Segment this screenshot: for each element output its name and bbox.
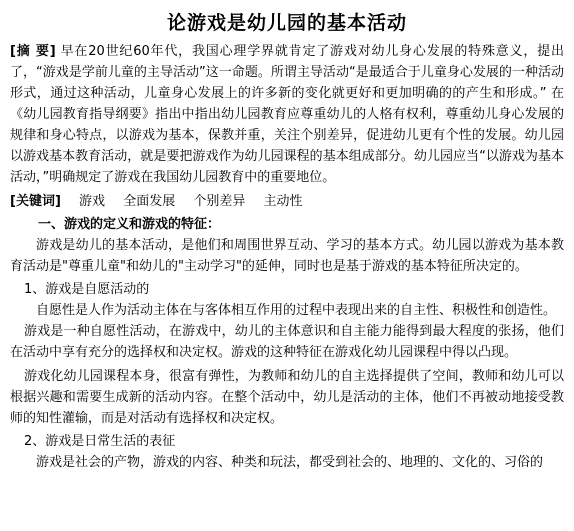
- subsection-heading: 2、游戏是日常生活的表征: [24, 434, 176, 449]
- keyword-item: 游戏: [79, 194, 106, 209]
- keyword-item: 主动性: [263, 194, 303, 209]
- body-paragraph: 游戏是一种自愿性活动，在游戏中，幼儿的主体意识和自主能力能得到最大程度的张扬，他们在活动中享有充分的选择权和决定权。游戏的这种特征在游戏化幼儿园课程中得以凸现。: [10, 324, 564, 360]
- keywords-row: [10, 191, 564, 212]
- body-paragraph: 游戏是幼儿的基本活动，是他们和周围世界互动、学习的基本方式。幼儿园以游戏为基本教育活动是"尊重儿童"和幼儿的"主动学习"的延伸，同时也是基于游戏的基本特征所决定的。: [10, 238, 564, 274]
- body-paragraph: 游戏是社会的产物，游戏的内容、种类和玩法，都受到社会的、地理的、文化的、习俗的: [36, 455, 544, 470]
- abstract-text: 早在20世纪60年代，我国心理学界就肯定了游戏对幼儿身心发展的特殊意义，提出了，“游戏是学前儿童的主导活动”这一命题。所谓主导活动“是最适合于儿童身心发展的一种活动形式，通过这种活动，儿童身心发展上的许多新的变化就更好和更加明确的的产生和形成。” 在《幼儿园教育指导纲要》指出中指出幼儿园教育应尊重幼儿的人格有权利，尊重幼儿身心发展的规律和身心特点，以游戏为基本，保教并重，关注个别差异，促进幼儿更有个性的发展。幼儿园以游戏基本教育活动，就是要把游戏作为幼儿园课程的基本组成部分。幼儿园应当“以游戏为基本活动，”明确规定了游戏在我国幼儿园教育中的重要地位。: [10, 44, 564, 185]
- abstract-label: [摘 要]: [10, 44, 56, 59]
- subsection-heading: 1、游戏是自愿活动的: [24, 282, 150, 297]
- keyword-item: 全面发展: [123, 194, 176, 209]
- abstract-paragraph: [10, 41, 564, 188]
- keywords-label: [关键词]: [10, 194, 61, 209]
- body-paragraph: 自愿性是人作为活动主体在与客体相互作用的过程中表现出来的自主性、积极性和创造性。: [36, 303, 557, 318]
- keyword-item: 个别差异: [193, 194, 246, 209]
- document-title: 论游戏是幼儿园的基本活动: [166, 12, 407, 34]
- body-paragraph: 游戏化幼儿园课程本身，很富有弹性，为教师和幼儿的自主选择提供了空间，教师和幼儿可以根据兴趣和需要生成新的活动内容。在整个活动中，幼儿是活动的主体，他们不再被动地接受教师的知性灌输，而是对活动有选择权和决定权。: [10, 369, 564, 426]
- section-heading: 一、游戏的定义和游戏的特征：: [38, 217, 221, 232]
